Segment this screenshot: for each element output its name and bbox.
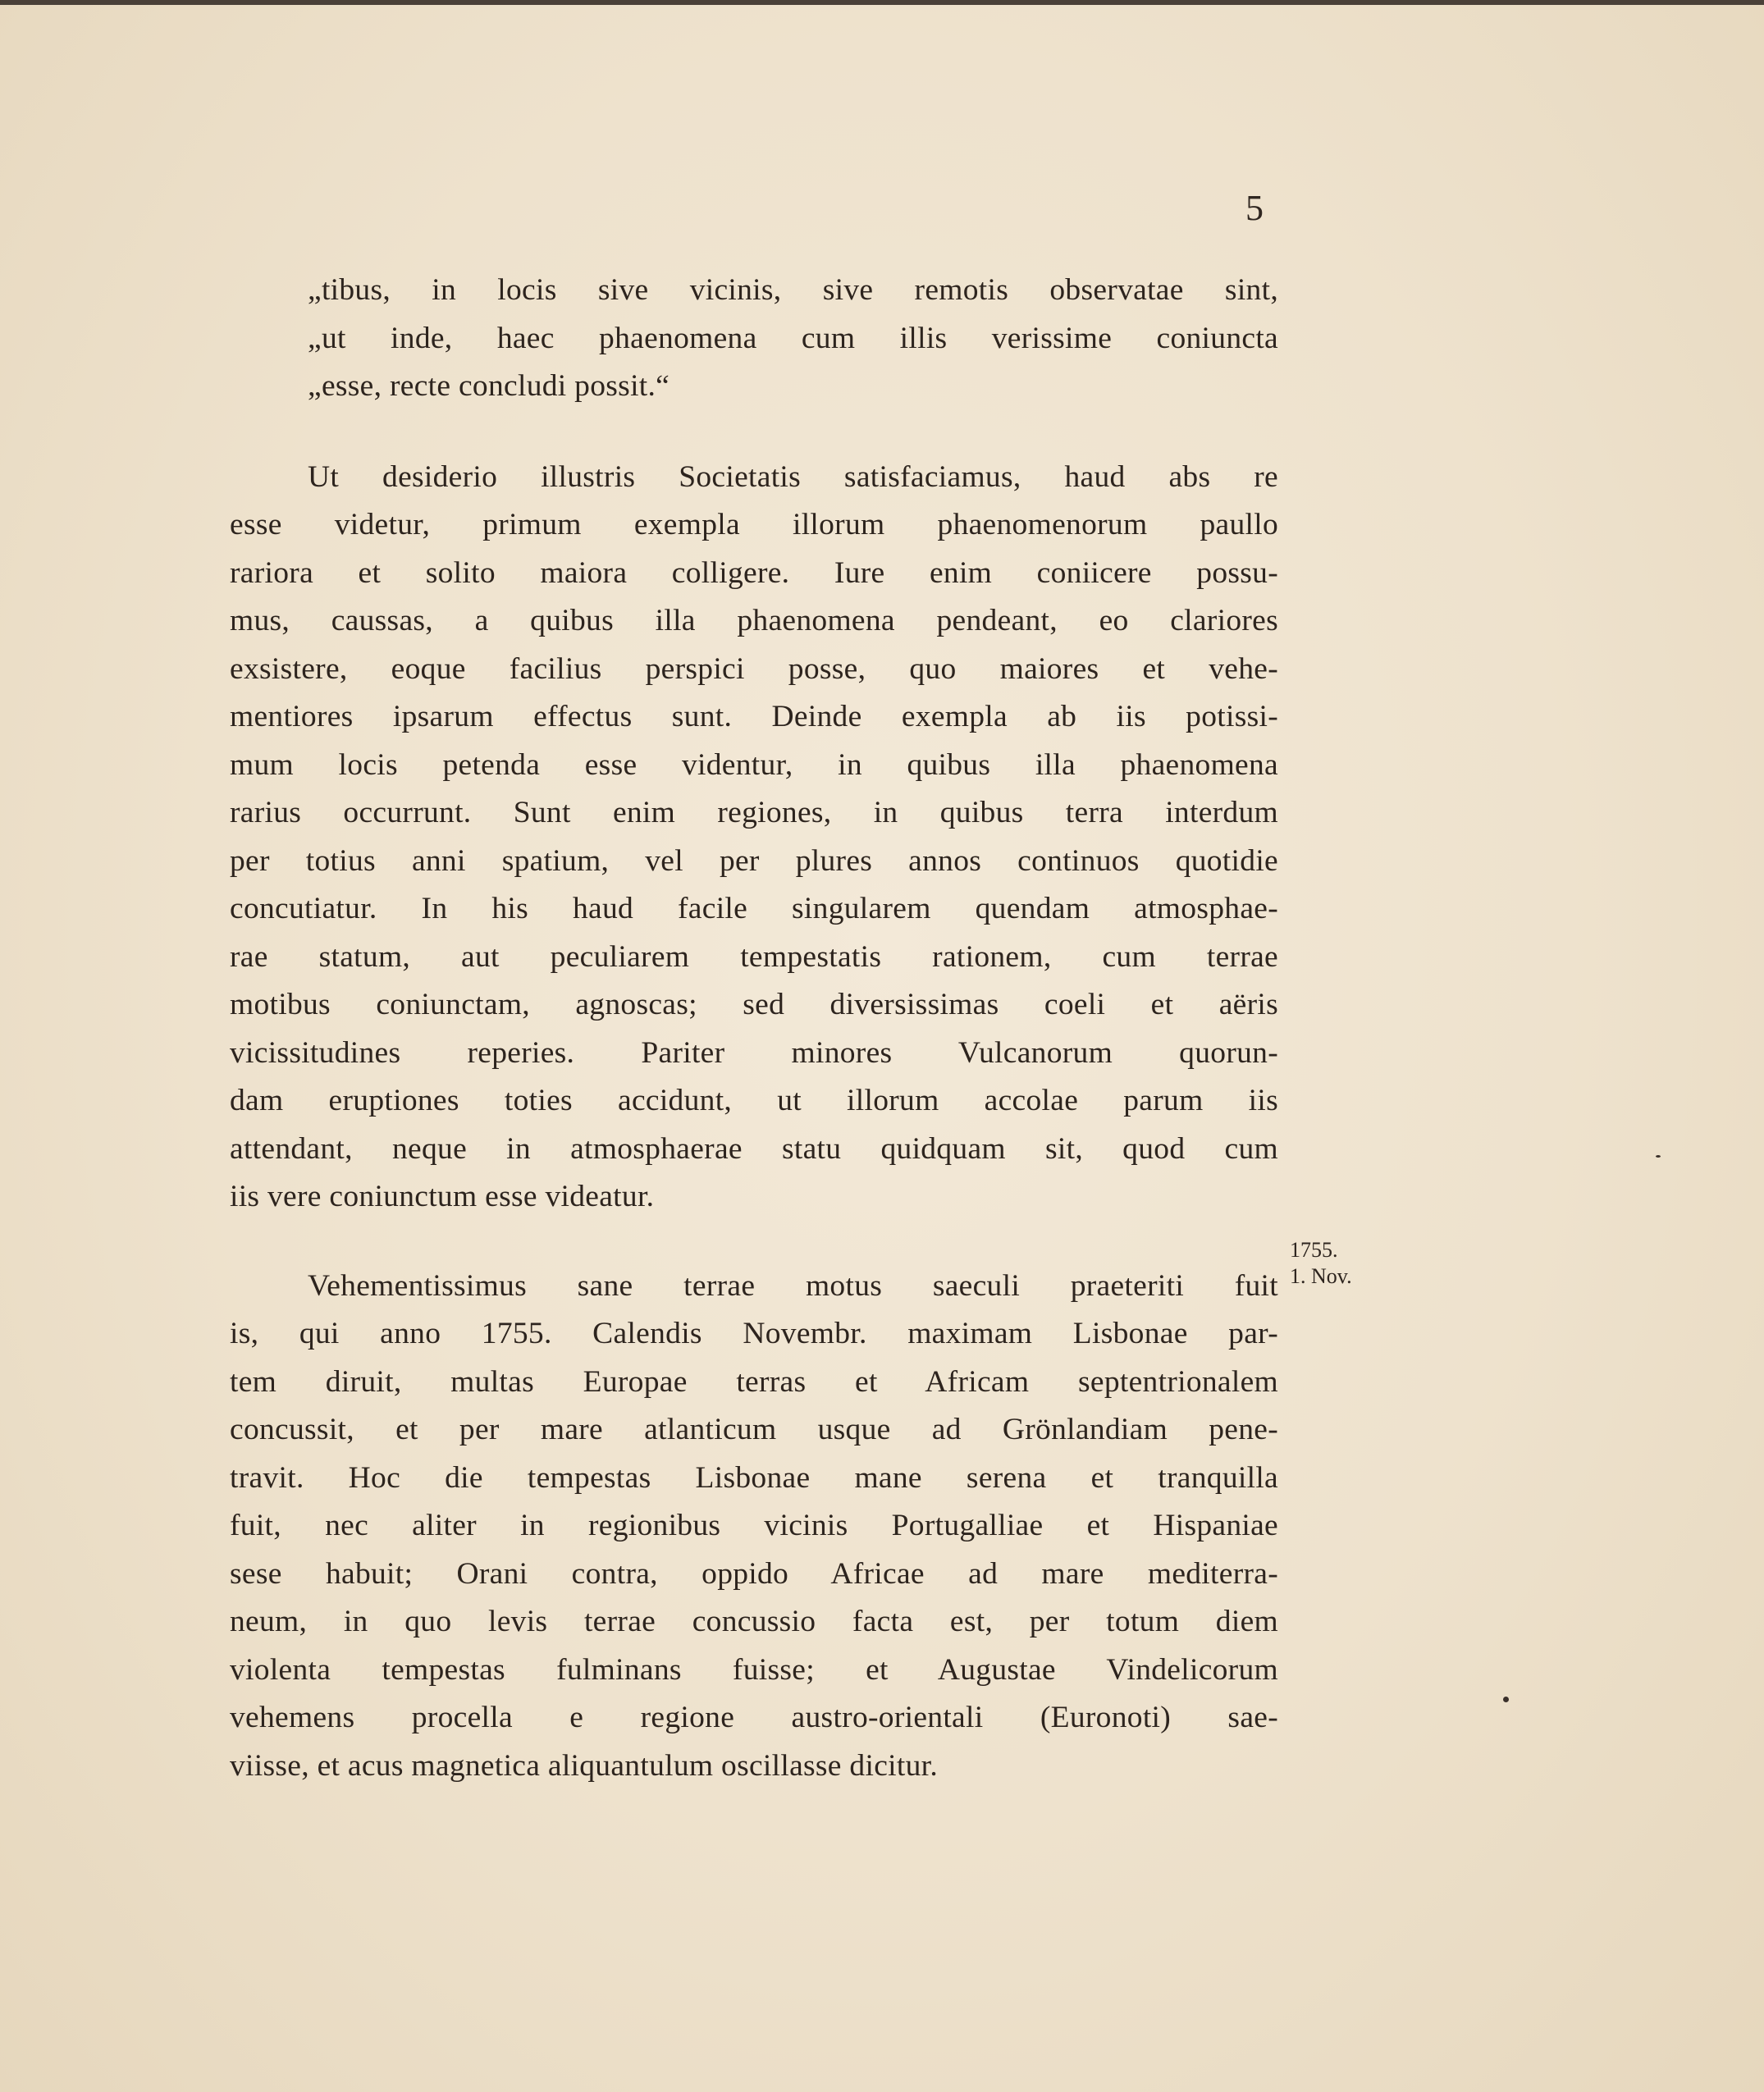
margin-note [1290,1237,1352,1290]
body-text [230,267,1278,1790]
paper-speck [1656,1155,1661,1158]
text-line: vehemens procella e regione austro-orientali (Euronoti) sae- [230,1701,1278,1734]
text-line: rae statum, aut peculiarem tempestatis rationem, cum terrae [230,939,1278,974]
text-line: exsistere, eoque facilius perspici posse, quo maiores et vehe- [230,651,1278,686]
text-line: tem diruit, multas Europae terras et Africam septentrionalem [230,1364,1278,1399]
text-line: iis vere coniunctum esse videatur. [230,1180,655,1213]
text-line: Ut desiderio illustris Societatis satisfaciamus, haud abs re [308,459,1278,494]
text-line: travit. Hoc die tempestas Lisbonae mane serena et tranquilla [230,1460,1278,1495]
text-line: mum locis petenda esse videntur, in quibus illa phaenomena [230,747,1278,782]
text-line: „ut inde, haec phaenomena cum illis verissime coniuncta [308,321,1278,355]
text-line: concutiatur. In his haud facile singularem quendam atmosphae- [230,892,1278,925]
text-line: rarius occurrunt. Sunt enim regiones, in quibus terra interdum [230,796,1278,829]
text-line: esse videtur, primum exempla illorum phaenomenorum paullo [230,508,1278,541]
margin-note-year: 1755. [1290,1238,1338,1262]
text-line: „esse, recte concludi possit.“ [308,369,670,403]
text-line: motibus coniunctam, agnoscas; sed diversissimas coeli et aëris [230,988,1278,1021]
text-line: viisse, et acus magnetica aliquantulum oscillasse dicitur. [230,1748,939,1783]
text-line: per totius anni spatium, vel per plures annos continuos quotidie [230,843,1278,878]
text-line: fuit, nec aliter in regionibus vicinis Portugalliae et Hispaniae [230,1509,1278,1542]
paragraph-quote-end [230,267,1278,411]
text-line: „tibus, in locis sive vicinis, sive remotis observatae sint, [308,273,1278,307]
text-line: mus, caussas, a quibus illa phaenomena pendeant, eo clariores [230,604,1278,637]
text-line: attendant, neque in atmosphaerae statu quidquam sit, quod cum [230,1131,1278,1166]
margin-note-date: 1. Nov. [1290,1264,1352,1288]
text-line: dam eruptiones toties accidunt, ut illorum accolae parum iis [230,1084,1278,1117]
text-line: Vehementissimus sane terrae motus saeculi praeteriti fuit [308,1268,1278,1303]
paragraph-societatis [230,454,1278,1222]
text-line: violenta tempestas fulminans fuisse; et Augustae Vindelicorum [230,1652,1278,1687]
text-line: is, qui anno 1755. Calendis Novembr. maximam Lisbonae par- [230,1317,1278,1350]
text-line: rariora et solito maiora colligere. Iure enim coniicere possu- [230,555,1278,590]
page-number: 5 [1245,188,1264,228]
paragraph-spacer [230,411,1278,454]
text-line: mentiores ipsarum effectus sunt. Deinde exempla ab iis potissi- [230,700,1278,733]
text-line: neum, in quo levis terrae concussio facta est, per totum diem [230,1605,1278,1638]
paper-speck [1503,1697,1509,1702]
top-edge-rule [0,0,1764,5]
paragraph-lisbon [230,1263,1278,1791]
text-line: concussit, et per mare atlanticum usque ad Grönlandiam pene- [230,1413,1278,1446]
text-line: vicissitudines reperies. Pariter minores Vulcanorum quorun- [230,1035,1278,1070]
text-line: sese habuit; Orani contra, oppido Africae ad mare mediterra- [230,1556,1278,1591]
paragraph-spacer [230,1222,1278,1263]
